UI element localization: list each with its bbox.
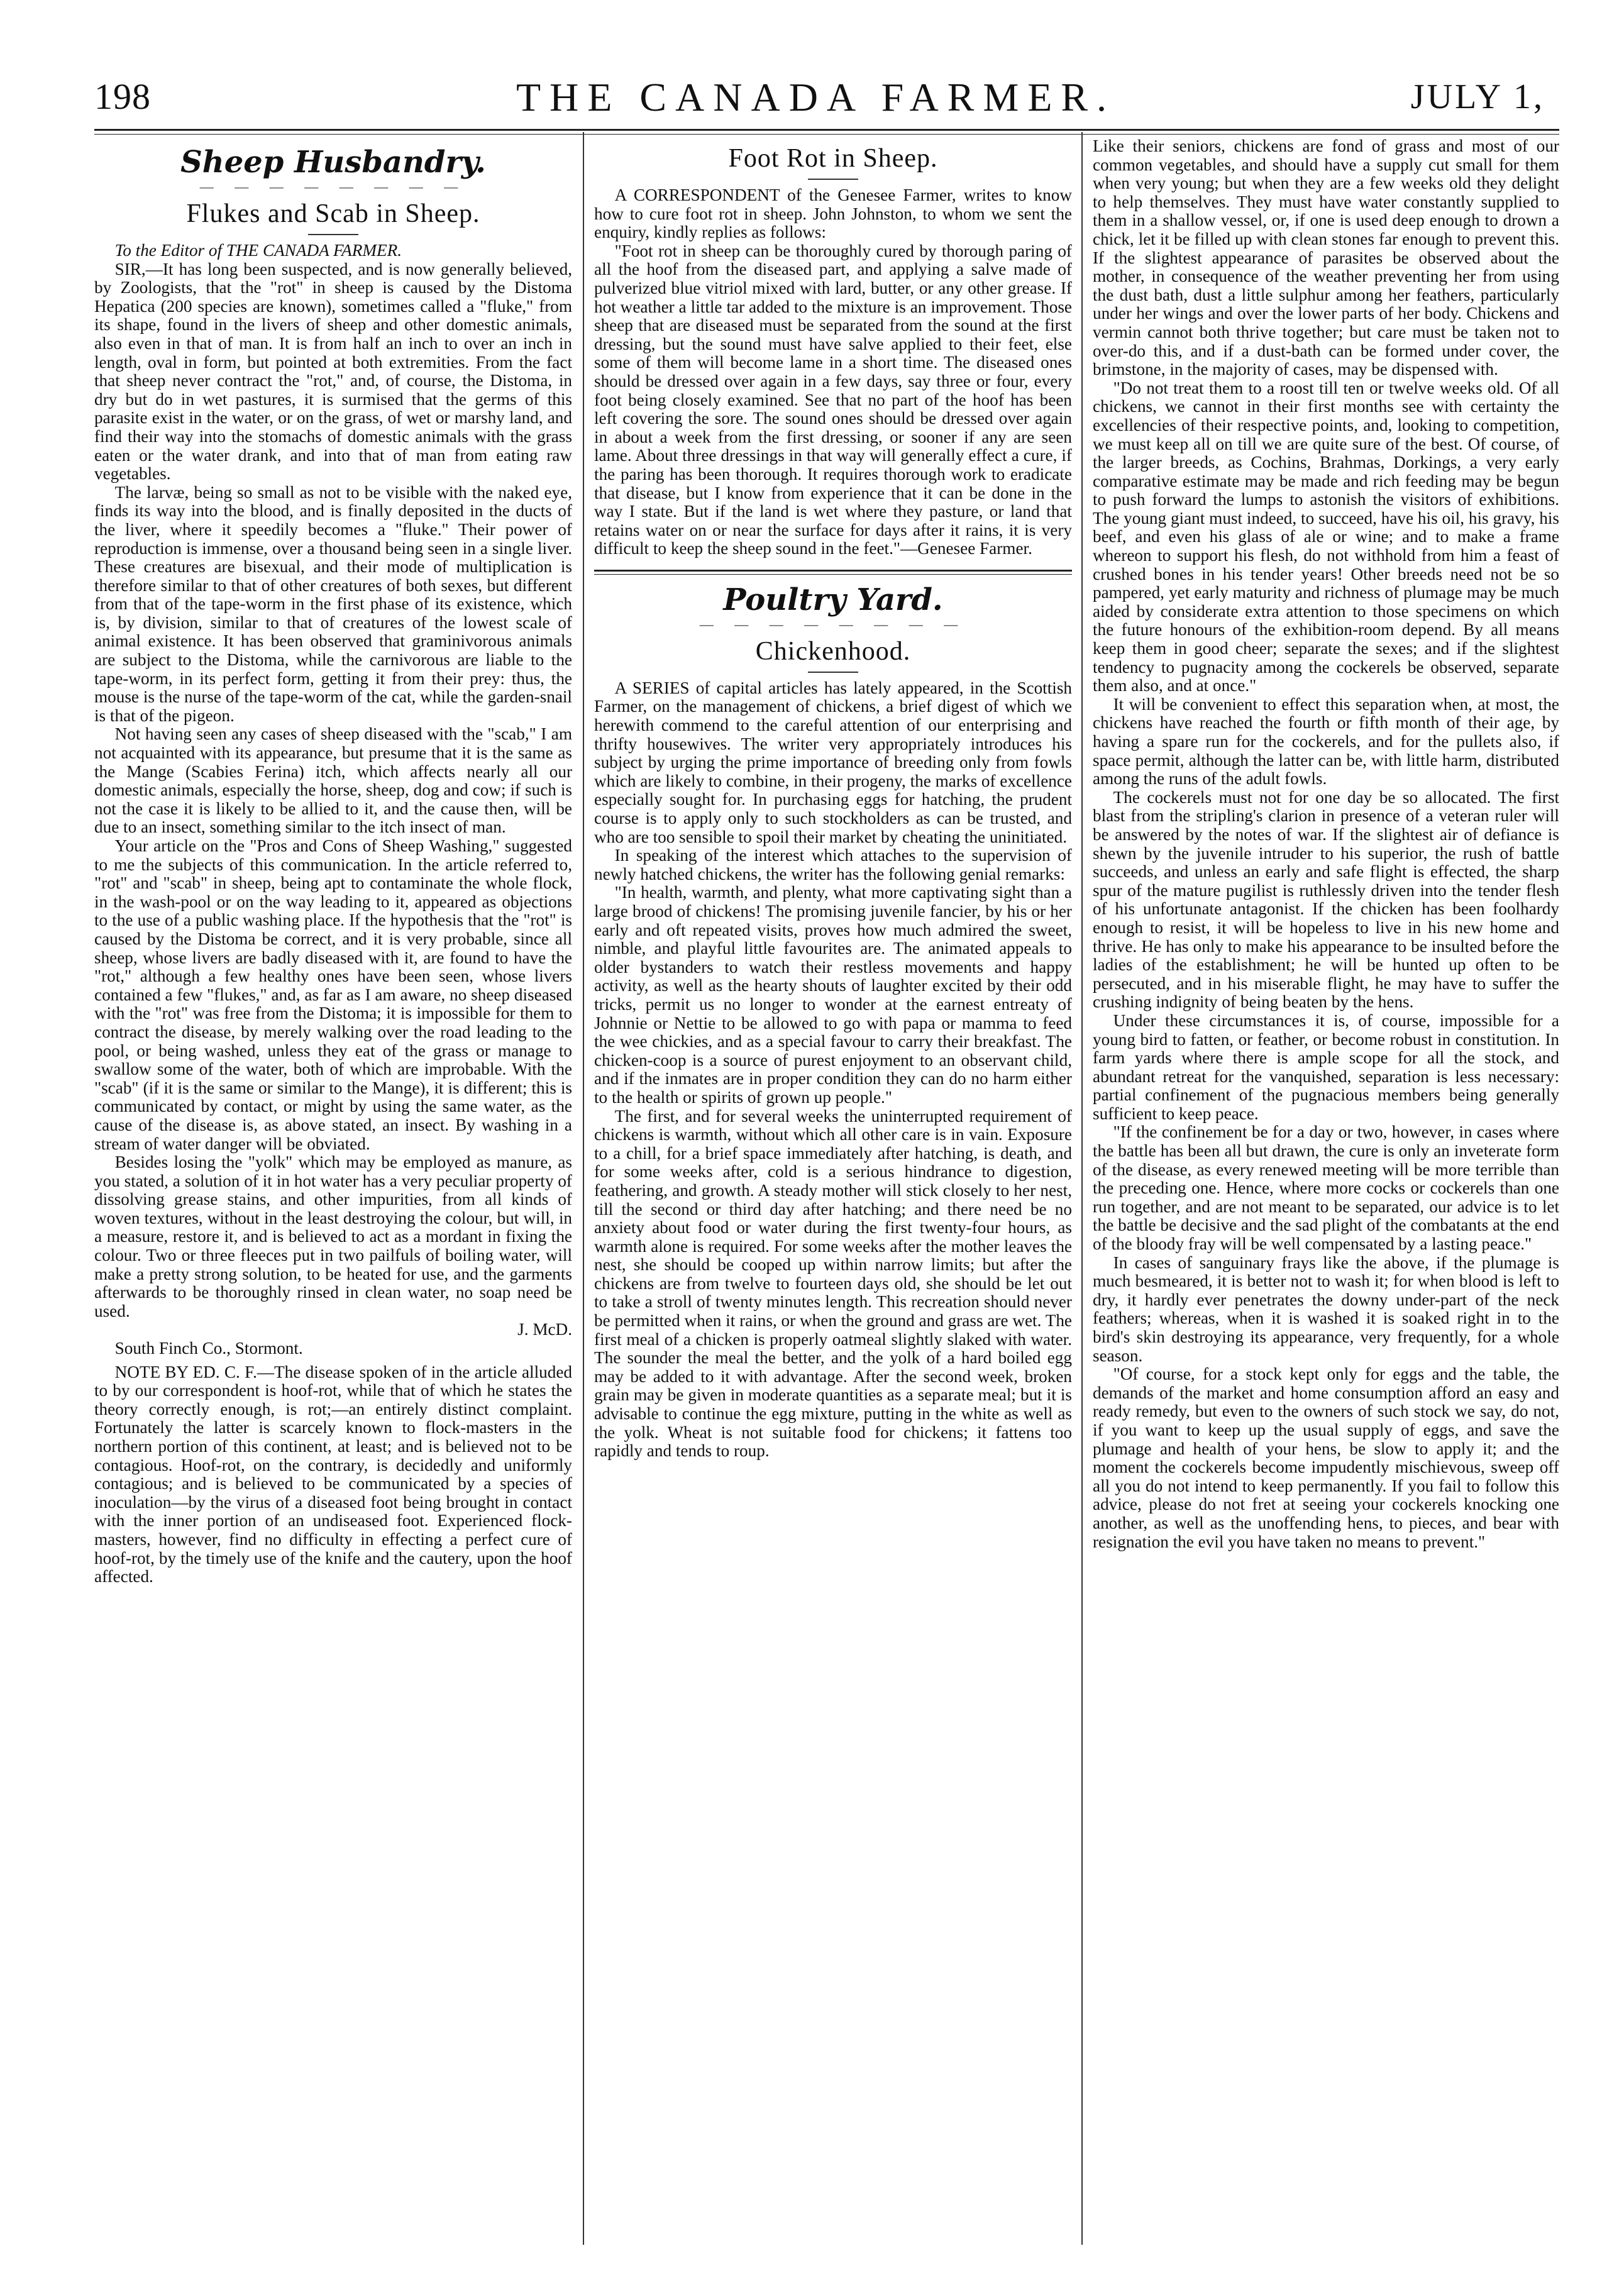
ornamental-rule: — — — — — — — — [699, 616, 967, 632]
column-1 [94, 137, 572, 2237]
flukes-paragraph: Your article on the "Pros and Cons of Sheep Washing," suggested to me the subjects of this communication. In the article referred to, "rot" and "scab" in sheep, being apt to contaminate the whole flock, in the wash-pool or on the way leading to it, appeared as objections to the use of a public washing place. If the hypothesis that the "rot" is caused by the Distoma be correct, and it is very probable, since all sheep, whose livers are badly diseased with it, are found to have the "rot," although a few healthy ones have been seen, whose livers contained a few "flukes," and, as far as I am aware, no sheep diseased with the "rot" was free from the Distoma; it is impossible for them to contract the disease, by merely walking over the road leading to the pool, or being washed, unless they eat of the grass or manage to swallow some of the water, both of which are improbable. With the "scab" (if it is the same or similar to the Mange), it is different; this is communicated by contact, or might by using the same water, as the cause of the disease is, as above stated, an insect. By washing in a stream of water danger will be obviated. [94, 836, 572, 1153]
chickenhood-paragraph: "If the confinement be for a day or two, however, in cases where the battle has been all but drawn, the cure is only an inveterate form of the disease, as every renewed meeting will be more terrible than the preceding one. Hence, where more cocks or cockerels than one run together, and are not meant to be separated, our advice is to let the battle be decisive and the sad plight of the combatants at the end of the bloody fray will be well compensated by a lasting peace." [1093, 1122, 1559, 1254]
chickenhood-paragraph: "In health, warmth, and plenty, what more captivating sight than a large brood of chickens! The promising juvenile fancier, by his or her early and oft repeated visits, proves how much admired the sweet, nimble, and playful little favourites are. The animated appeals to older bystanders to watch their restless movements and happy activity, as well as the hearty shouts of laughter excited by their odd tricks, permit us no longer to wonder at the earnest entreaty of Johnnie or Nettie to be allowed to go with papa or mamma to feed the wee chickies, and as a special favour to carry their breakfast. The chicken-coop is a source of purest enjoyment to an observant child, and if the inmates are in proper condition they can do no harm either to the health or spirits of grown up people." [594, 883, 1072, 1107]
header-rule-thin [94, 134, 1559, 135]
title-separator [808, 179, 858, 180]
flukes-article-title: Flukes and Scab in Sheep. [186, 199, 480, 228]
author-signature: J. McD. [517, 1320, 572, 1339]
column-divider-1 [583, 132, 584, 2245]
chickenhood-paragraph: The first, and for several weeks the uninterrupted requirement of chickens is warmth, without which all other care is in vain. Exposure to a chill, for a brief space immediately after hatching, is death, and for some weeks after, cold is a serious hindrance to digestion, feathering, and growth. A steady mother will stick closely to her nest, till the second or third day after hatching; and there need be no anxiety about food or water during the first twenty-four hours, as warmth alone is required. For some weeks after the mother leaves the nest, she should be cooped up within narrow limits; but after the chickens are from twelve to fourteen days old, she should be let out to take a stroll of twenty minutes length. This recreation should never be permitted when it rains, or when the ground and grass are wet. The first meal of a chicken is properly oatmeal slightly slaked with water. The sounder the meal the better, and the yolk of a hard boiled egg may be added to it with advantage. After the second week, broken grain may be given in moderate quantities as a separate meal; but it is advisable to continue the egg mixture, putting in the white as well as the yolk. Wheat is not suitable food for chickens; it fattens too rapidly and tends to roup. [594, 1106, 1072, 1461]
footrot-article-title: Foot Rot in Sheep. [728, 144, 938, 173]
section-rule [594, 570, 1072, 572]
flukes-paragraph: The larvæ, being so small as not to be visible with the naked eye, finds its way into the blood, and is finally deposited in the ducts of the liver, where it speedily becomes a "fluke." Their power of reproduction is immense, over a thousand being seen in a single liver. These creatures are bisexual, and their mode of multiplication is therefore similar to that of other creatures of both sexes, but different from that of the tape-worm in the first phase of its existence, which is, by division, similar to that of creatures of the lowest scale of animal existence. It has been observed that graminivorous animals are subject to the Distoma, while the carnivorous are liable to the tape-worm, in its perfect form, getting it from their prey: thus, the mouse is the nurse of the tape-worm of the cat, while the garden-snail is that of the pigeon. [94, 482, 572, 725]
chickenhood-paragraph: "Do not treat them to a roost till ten or twelve weeks old. Of all chickens, we cannot in their first months see with certainty the excellencies of their respective points, and, looking to competition, we must keep all on till we are quite sure of the best. Of course, of the larger breeds, as Cochins, Brahmas, Dorkings, a very early comparative estimate may be made and rich feeding may be begun to push forward the lumps to astonish the visitors of exhibitions. The young giant must indeed, to succeed, have his oil, his gravy, his beef, and even his glass of ale or wine; and to make a frame whereon to support his flesh, do not withhold from him a feast of crushed bones in his tender years! Other breeds need not be so pampered, yet early maturity and richness of plumage may be much aided by considerate extra attention to those specimens on which the future honours of the exhibition-room depend. By all means keep them in good cheer; separate the sexes; and if the slightest tendency to pugnacity among the cockerels be observed, separate them also, and at once." [1093, 378, 1559, 695]
column-divider-2 [1081, 132, 1083, 2245]
title-separator [308, 234, 358, 235]
poultry-department-heading: Poultry Yard. [723, 582, 943, 617]
chickenhood-paragraph: In cases of sanguinary frays like the above, if the plumage is much besmeared, it is better not to wash it; for when blood is left to dry, it hardly ever penetrates the downy under-part of the neck feathers; whereas, when it is washed it is soaked right in to the bird's skin destroying its appearance, very frequently, for a whole season. [1093, 1253, 1559, 1365]
sheep-department-heading: Sheep Husbandry. [180, 145, 486, 180]
page-header [82, 74, 1550, 125]
chickenhood-paragraph: Like their seniors, chickens are fond of grass and most of our common vegetables, and should have a supply cut small for them when very young; but when they are a few weeks old they delight to help themselves. They must have water constantly supplied to them in a shallow vessel, or, if one is used deep enough to drown a chick, let it be filled up with clean stones far enough to prevent this. If the slightest appearance of parasites be observed about the mother, in consequence of the weather preventing her from using the dust bath, dust a little sulphur among her feathers, particularly under her wings and over the lower parts of her body. Chickens and vermin cannot both thrive together; but care must be taken not to over-do this, and if a dust-bath can be formed under cover, the brimstone, in the majority of cases, may be dispensed with. [1093, 137, 1559, 379]
flukes-paragraph: SIR,—It has long been suspected, and is now generally believed, by Zoologists, that the "rot" in sheep is caused by the Distoma Hepatica (200 species are known), sometimes called a "fluke," from its shape, found in the livers of sheep and other domestic animals, also even in that of man. It is from half an inch to over an inch in length, oval in form, but pointed at both extremities. From the fact that sheep never contract the "rot," and, of course, the Distoma, in dry but do in wet pastures, it is surmised that the germs of this parasite exist in the water, or on the grass, of wet or marshy land, and find their way into the stomachs of domestic animals with the grass eaten or the water drank, and into that of man from eating raw vegetables. [94, 259, 572, 484]
chickenhood-article-title: Chickenhood. [755, 636, 911, 666]
title-separator [808, 672, 858, 673]
editor-note: NOTE BY ED. C. F.—The disease spoken of in the article alluded to by our correspondent is hoof-rot, while that of which he states the theory correctly enough, is rot;—an entirely distinct complaint. Fortunately the latter is scarcely known to flock-masters in the northern portion of this continent, at least; and is believed not to be contagious. Hoof-rot, on the contrary, is decidedly and uniformly contagious; and is believed to be communicated by a species of inoculation—by the virus of a diseased foot being brought in contact with the inner portion of an undiseased foot. Experienced flock-masters, however, find no difficulty in effecting a perfect cure of hoof-rot, by the timely use of the knife and the cautery, upon the hoof affected. [94, 1362, 572, 1586]
footrot-paragraph: "Foot rot in sheep can be thoroughly cured by thorough paring of all the hoof from the diseased part, and applying a salve made of pulverized blue vitriol mixed with lard, butter, or any other grease. If hot weather a little tar added to the mixture is an improvement. Those sheep that are diseased must be separated from the sound at the first dressing, but the sound must have salve applied to their feet, else some of them will become lame in a short time. The diseased ones should be dressed over again in a few days, say three or four, every foot being closely examined. See that no part of the hoof has been left covering the sore. The sound ones should be dressed over again in about a week from the first dressing, or sooner if any are seen lame. About three dressings in that way will generally effect a cure, if the paring has been thorough. It requires thorough work to eradicate that disease, but I know from experience that it can be done in the way I state. But if the land is wet where they pasture, or land that retains water on or near the surface for days after it rains, it is very difficult to keep the sheep sound in the feet."—Genesee Farmer. [594, 241, 1072, 558]
chickenhood-paragraph: A SERIES of capital articles has lately appeared, in the Scottish Farmer, on the management of chickens, a brief digest of which we herewith commend to the careful attention of our enterprising and thrifty housewives. The writer very appropriately introduces his subject by urging the prime importance of breeding only from fowls which are likely to combine, in their progeny, the marks of excellence especially sought for. In purchasing eggs for hatching, the prudent course is to apply only to such stockholders as can be trusted, and who are too sensible to spoil their market by cheating the uninitiated. [594, 678, 1072, 846]
salutation: To the Editor of THE CANADA FARMER. [114, 241, 402, 260]
ornamental-rule: — — — — — — — — [199, 179, 467, 194]
issue-date: JULY 1, [1410, 77, 1545, 116]
footrot-paragraph: A CORRESPONDENT of the Genesee Farmer, writes to know how to cure foot rot in sheep. John Johnston, to whom we sent the enquiry, kindly replies as follows: [594, 185, 1072, 242]
flukes-paragraph: Besides losing the "yolk" which may be employed as manure, as you stated, a solution of it in hot water has a very peculiar property of dissolving grease stains, and other impurities, from all kinds of woven textures, without in the least destroying the colour, but will, in a measure, restore it, and is believed to act as a mordant in fixing the colour. Two or three fleeces put in two pailfuls of boiling water, will make a pretty strong solution, to be heated for use, and the garments afterwards to be thoroughly rinsed in clean water, no soap need be used. [94, 1153, 572, 1320]
column-3 [1093, 137, 1559, 2237]
chickenhood-paragraph: The cockerels must not for one day be so allocated. The first blast from the stripling's clarion in presence of a veteran ruler will be answered by the notes of war. If the slightest air of defiance is shewn by the juvenile intruder to his superior, the rush of battle succeeds, and unless an early and safe flight is effected, the sharp spur of the mature pugilist is ruthlessly driven into the tender flesh of his unfortunate antagonist. If the chicken has been foolhardy enough to resist, it will be hopeless to live in his new home and thrive. He has only to make his appearance to be insulted before the ladies of the establishment; he will be hunted up often to be persecuted, and in his miserable flight, he may have to suffer the crushing indignity of being beaten by the hens. [1093, 787, 1559, 1012]
column-2 [594, 137, 1072, 2237]
chickenhood-paragraph: "Of course, for a stock kept only for eggs and the table, the demands of the market and home consumption afford an easy and ready remedy, but even to the owners of such stock we say, do not, if you want to keep up the usual supply of eggs, and save the plumage and health of your hens, be slow to apply it; and the moment the cockerels become impudently mischievous, sweep off all you do not intend to keep permanently. If you fail to follow this advice, please do not fret at seeing your cockerels knocking one another, as well as the unoffending hens, to pieces, and bear with resignation the evil you have taken no means to prevent." [1093, 1364, 1559, 1551]
flukes-paragraph: Not having seen any cases of sheep diseased with the "scab," I am not acquainted with its appearance, but presume that it is the same as the Mange (Scabies Ferina) itch, which affects nearly all our domestic animals, especially the horse, sheep, dog and cow; if such is not the case it is likely to be allied to it, and the cause then, will be due to an insect, something similar to the itch insect of man. [94, 724, 572, 837]
header-rule [94, 129, 1559, 131]
chickenhood-paragraph: It will be convenient to effect this separation when, at most, the chickens have reached the fourth or fifth month of their age, by having a spare run for the cockerels, and for the pullets also, if space permit, although the latter can be, with little harm, distributed among the runs of the adult fowls. [1093, 694, 1559, 789]
section-rule-thin [594, 574, 1072, 575]
author-location: South Finch Co., Stormont. [114, 1339, 303, 1358]
chickenhood-paragraph: In speaking of the interest which attaches to the supervision of newly hatched chickens, the writer has the following genial remarks: [594, 846, 1072, 883]
chickenhood-paragraph: Under these circumstances it is, of course, impossible for a young bird to fatten, or feather, or become robust in constitution. In farm yards where there is ample scope for all the stock, and abundant retreat for the vanquished, separation is less necessary: partial confinement of the pugnacious members being generally sufficient to keep peace. [1093, 1010, 1559, 1123]
publication-title: THE CANADA FARMER. [516, 75, 1116, 119]
page-number: 198 [94, 76, 151, 117]
